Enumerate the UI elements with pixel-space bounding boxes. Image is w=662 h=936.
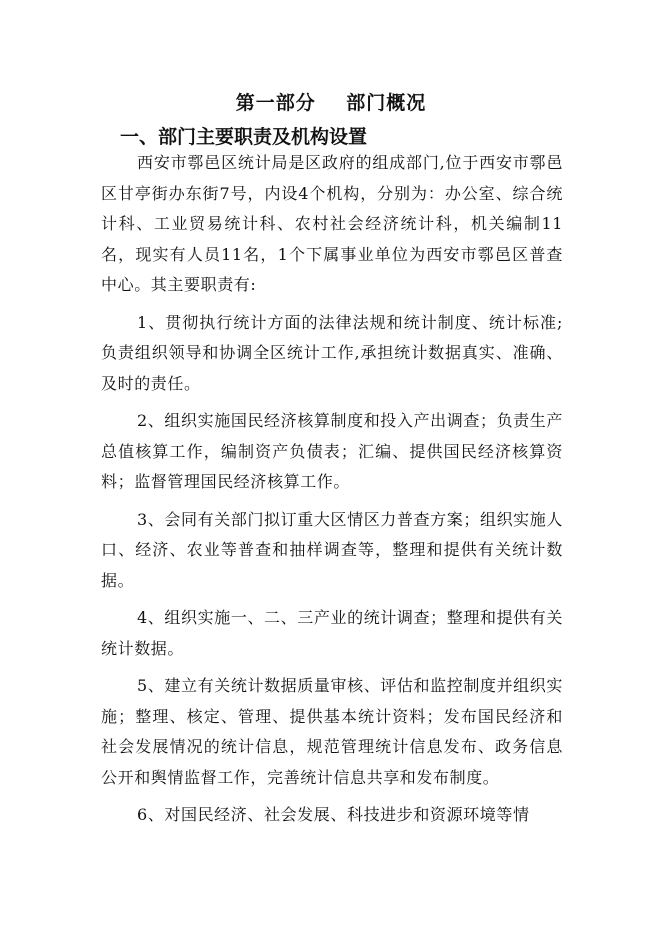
paragraph-duty-6: 6、对国民经济、社会发展、科技进步和资源环境等情 bbox=[137, 805, 530, 824]
paragraph-duty-1: 1、贯彻执行统计方面的法律法规和统计制度、统计标准;负责组织领导和协调全区统计工作,承担统计数据真实、准确、及时的责任。 bbox=[101, 312, 563, 393]
paragraph-intro: 西安市鄠邑区统计局是区政府的组成部门,位于西安市鄠邑区甘亭街办东街7号，内设4个机构，分别为：办公室、综合统计科、工业贸易统计科、农村社会经济统计科，机关编制11名，现实有人员11名，1个下属事业单位为西安市鄠邑区普查中心。其主要职责有: bbox=[101, 153, 563, 294]
document-title: 第一部分 部门概况 bbox=[235, 92, 427, 114]
section-heading: 一、部门主要职责及机构设置 bbox=[120, 126, 368, 148]
paragraph-duty-4: 4、组织实施一、二、三产业的统计调查；整理和提供有关统计数据。 bbox=[101, 608, 563, 658]
paragraph-duty-3: 3、会同有关部门拟订重大区情区力普查方案；组织实施人口、经济、农业等普查和抽样调查等，整理和提供有关统计数据。 bbox=[101, 509, 563, 590]
paragraph-duty-5: 5、建立有关统计数据质量审核、评估和监控制度并组织实施；整理、核定、管理、提供基本统计资料；发布国民经济和社会发展情况的统计信息，规范管理统计信息发布、政务信息公开和舆情监督工作，完善统计信息共享和发布制度。 bbox=[101, 676, 563, 787]
paragraph-duty-2: 2、组织实施国民经济核算制度和投入产出调查；负责生产总值核算工作，编制资产负债表；汇编、提供国民经济核算资料；监督管理国民经济核算工作。 bbox=[101, 411, 563, 491]
body-text bbox=[101, 148, 563, 838]
